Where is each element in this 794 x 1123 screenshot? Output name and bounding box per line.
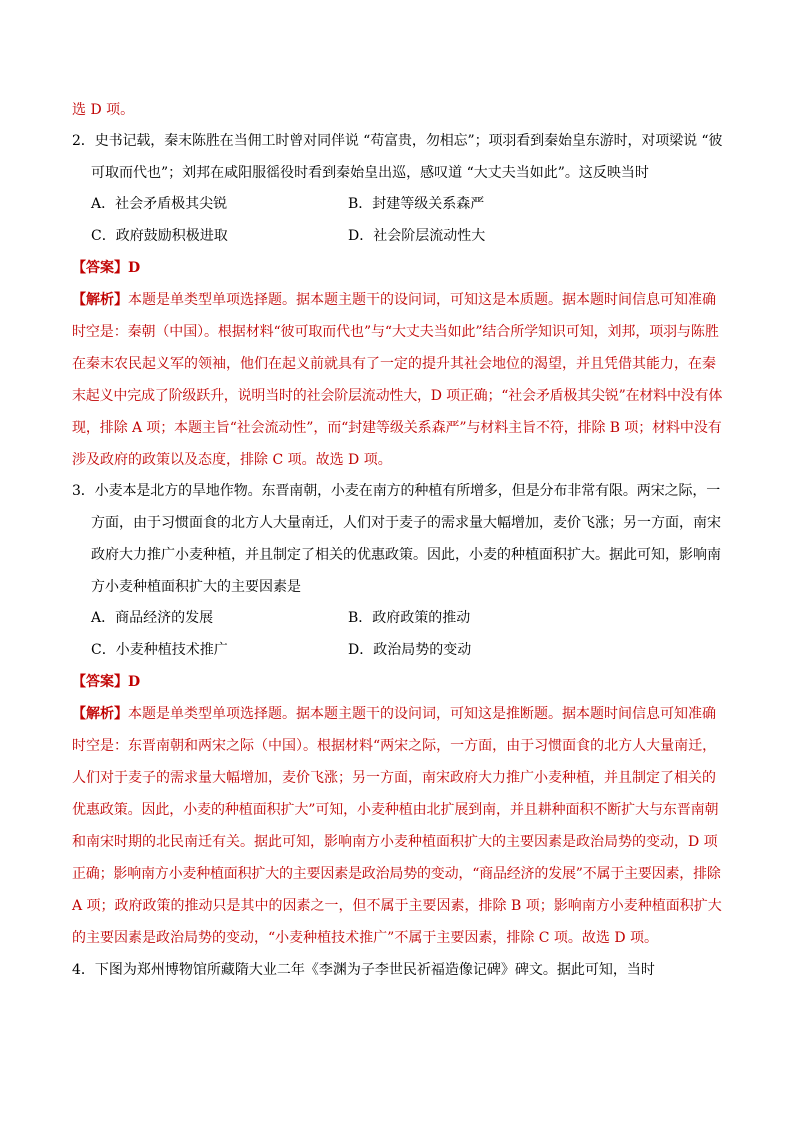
q2-stem-line-2: 可取而代也”；刘邦在咸阳服徭役时看到秦始皇出巡，感叹道 “大丈夫当如此”。这反映当时 [91,165,649,181]
q2-analysis-line-5: 现，排除 A 项；本题主旨“社会流动性”，而“封建等级关系森严”与材料主旨不符，排除 B 项；材料中没有 [72,420,722,436]
q3-stem-line-1: 3．小麦本是北方的旱地作物。东晋南朝，小麦在南方的种植有所增多，但是分布非常有限。两宋之际，一 [72,483,721,499]
q2-analysis-tag: 【解析】 [72,292,128,308]
q3-option-b: B．政府政策的推动 [348,610,471,626]
q3-option-a: A．商品经济的发展 [91,610,214,626]
q3-analysis-line-8: 的主要因素是政治局势的变动，“小麦种植技术推广”不属于主要因素，排除 C 项。故选 D 项。 [72,930,659,946]
q3-stem-line-3: 政府大力推广小麦种植，并且制定了相关的优惠政策。因此，小麦的种植面积扩大。据此可知，影响南 [91,547,721,563]
q3-analysis-line-5: 和南宋时期的北民南迁有关。据此可知，影响南方小麦种植面积扩大的主要因素是政治局势的变动，D 项 [72,834,718,850]
q2-option-b: B．封建等级关系森严 [348,196,485,212]
q2-analysis-line-6: 涉及政府的政策以及态度，排除 C 项。故选 D 项。 [72,452,392,468]
q2-stem-line-1: 2．史书记载，秦末陈胜在当佣工时曾对同伴说 “苟富贵，勿相忘”；项羽看到秦始皇东游时，对项梁说 “彼 [72,133,723,149]
q2-option-c: C．政府鼓励积极进取 [91,228,228,244]
q3-analysis-line-2: 时空是：东晋南朝和两宋之际（中国）。根据材料“两宋之际，一方面，由于习惯面食的北方人大量南迁， [72,738,717,754]
q3-analysis-line-3: 人们对于麦子的需求量大幅增加，麦价飞涨；另一方面，南宋政府大力推广小麦种植，并且制定了相关的 [72,770,716,786]
q3-stem-line-4: 方小麦种植面积扩大的主要因素是 [91,579,301,595]
q2-answer-tag: 【答案】 [72,260,128,276]
q3-answer-tag: 【答案】 [72,674,128,690]
q3-option-d: D．政治局势的变动 [348,642,472,658]
q3-analysis-line-6: 正确；影响南方小麦种植面积扩大的主要因素是政治局势的变动，“商品经济的发展”不属于主要因素，排除 [72,866,721,882]
q2-analysis-line-4: 末起义中完成了阶级跃升，说明当时的社会阶层流动性大，D 项正确；“社会矛盾极其尖锐”在材料中没有体 [72,388,723,404]
q3-option-c: C．小麦种植技术推广 [91,642,228,658]
previous-analysis-tail: 选 D 项。 [72,102,135,118]
q2-analysis-line-2: 时空是：秦朝（中国）。根据材料“彼可取而代也”与“大丈夫当如此”结合所学知识可知，刘邦，项羽与陈胜 [72,324,719,340]
q2-answer-value: D [128,260,141,276]
q3-analysis-line-4: 优惠政策。因此，小麦的种植面积扩大”可知，小麦种植由北扩展到南，并且耕种面积不断扩大与东晋南朝 [72,802,719,818]
q2-analysis-line-1: 【解析】本题是单类型单项选择题。据本题主题干的设问词，可知这是本质题。据本题时间信息可知准确 [72,292,716,308]
q3-stem-line-2: 方面，由于习惯面食的北方人大量南迁，人们对于麦子的需求量大幅增加，麦价飞涨；另一方面，南宋 [91,515,721,531]
q3-answer [72,672,140,692]
q2-option-a: A．社会矛盾极其尖锐 [91,196,228,212]
q3-answer-value: D [128,674,141,690]
q3-analysis-line-7: A 项；政府政策的推动只是其中的因素之一，但不属于主要因素，排除 B 项；影响南方小麦种植面积扩大 [72,898,722,914]
q3-analysis-tag: 【解析】 [72,706,128,722]
q4-stem-line-1: 4．下图为郑州博物馆所藏隋大业二年《李渊为子李世民祈福造像记碑》碑文。据此可知，当时 [72,962,655,978]
q2-option-d: D．社会阶层流动性大 [348,228,486,244]
q3-analysis-line-1: 【解析】本题是单类型单项选择题。据本题主题干的设问词，可知这是推断题。据本题时间信息可知准确 [72,706,716,722]
q2-analysis-line-3: 在秦末农民起义军的领袖，他们在起义前就具有了一定的提升其社会地位的渴望，并且凭借其能力，在秦 [72,356,716,372]
q2-answer [72,258,140,278]
